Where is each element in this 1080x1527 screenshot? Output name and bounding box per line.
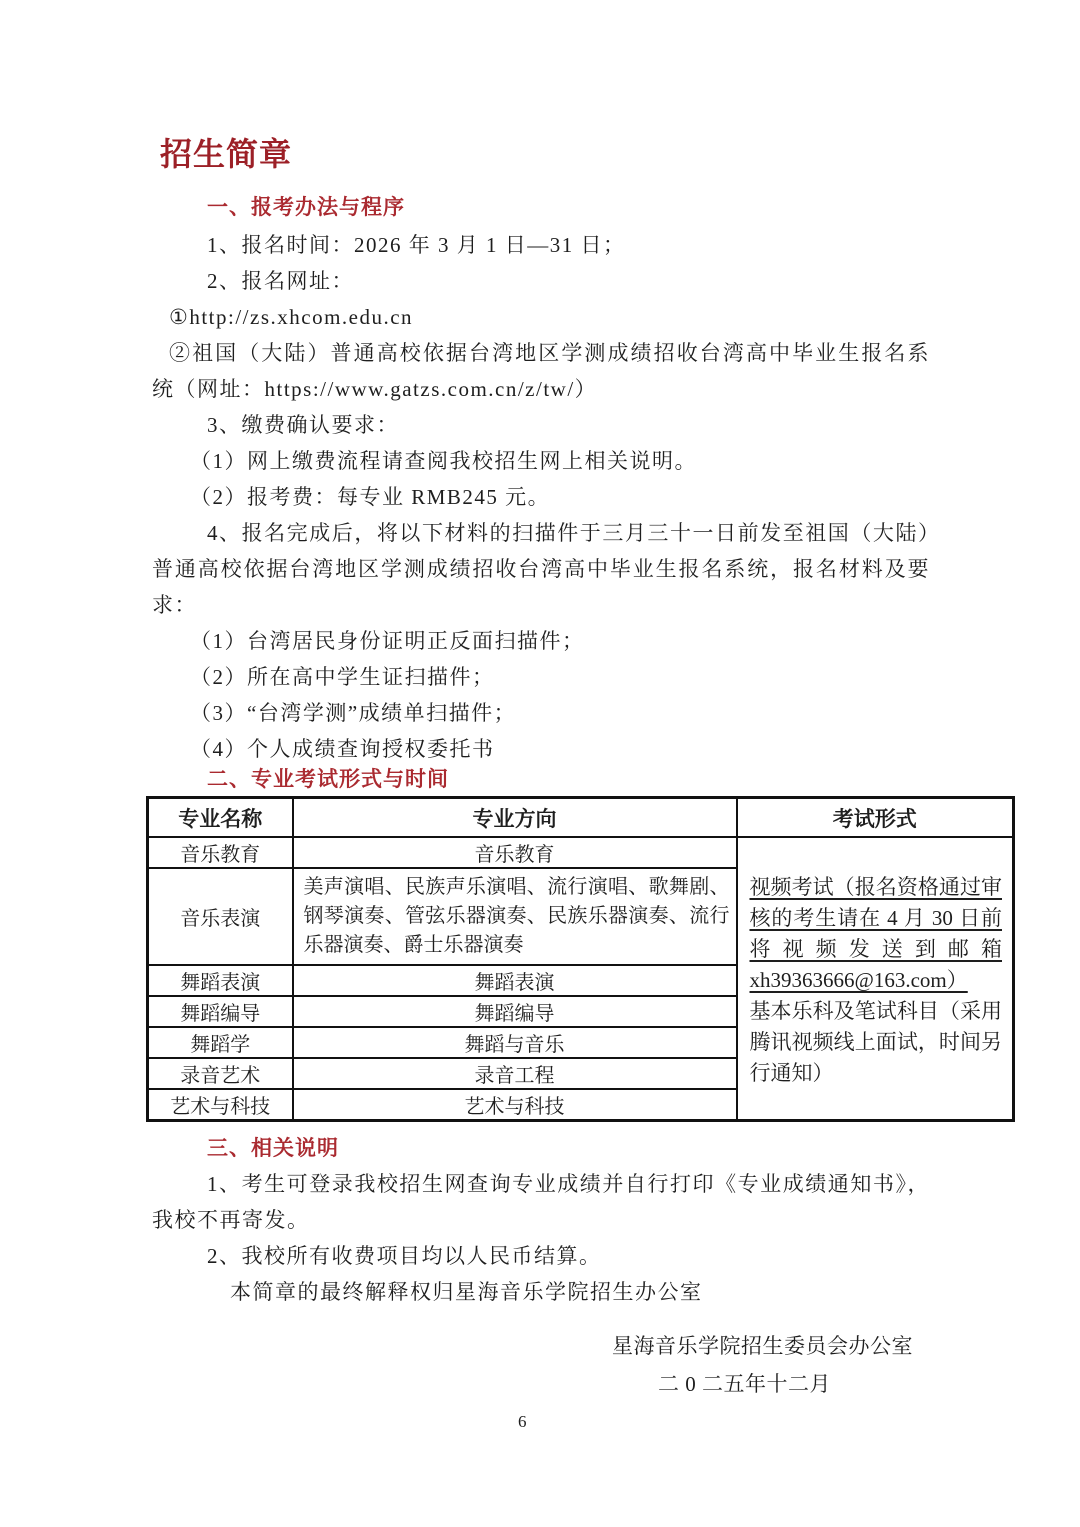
- paragraph-payment-2: （2）报考费：每专业 RMB245 元。: [190, 485, 551, 509]
- page-number: 6: [518, 1412, 527, 1431]
- paragraph-url-2: ②祖国（大陆）普通高校依据台湾地区学测成绩招收台湾高中毕业生报名系统（网址：https://www.gatzs.com.cn/z/tw/）: [152, 341, 930, 401]
- major-cell: 艺术与科技: [148, 1089, 293, 1121]
- table-header-row: [148, 798, 1014, 838]
- major-cell: 音乐表演: [148, 868, 293, 965]
- direction-cell: 美声演唱、民族声乐演唱、流行演唱、歌舞剧、钢琴演奏、管弦乐器演奏、民族乐器演奏、流行乐器演奏、爵士乐器演奏: [293, 868, 737, 965]
- major-cell: 舞蹈编导: [148, 996, 293, 1027]
- exam-form-cell: [737, 837, 1014, 1121]
- section-2-heading: 二、专业考试形式与时间: [207, 768, 449, 791]
- section-3-heading: 三、相关说明: [207, 1137, 339, 1160]
- column-header-exam-form: 考试形式: [737, 798, 1014, 838]
- paragraph-registration-site: 2、报名网址：: [207, 269, 354, 293]
- table-row: [148, 837, 1014, 868]
- paragraph-url-1: ①http://zs.xhcom.edu.cn: [169, 305, 414, 329]
- exam-written-note: 基本乐科及笔试科目（采用腾讯视频线上面试，时间另行通知）: [749, 999, 1002, 1085]
- major-cell: 舞蹈学: [148, 1027, 293, 1058]
- column-header-major: 专业名称: [148, 798, 293, 838]
- direction-cell: 录音工程: [293, 1058, 737, 1089]
- paragraph-material-2: （2）所在高中学生证扫描件；: [190, 665, 495, 689]
- direction-cell: 舞蹈表演: [293, 965, 737, 996]
- major-cell: 舞蹈表演: [148, 965, 293, 996]
- column-header-direction: 专业方向: [293, 798, 737, 838]
- paragraph-payment-1: （1）网上缴费流程请查阅我校招生网上相关说明。: [190, 449, 697, 473]
- paragraph-material-4: （4）个人成绩查询授权委托书: [190, 737, 495, 761]
- major-cell: 录音艺术: [148, 1058, 293, 1089]
- signature-office: 星海音乐学院招生委员会办公室: [612, 1334, 913, 1358]
- direction-cell: 舞蹈编导: [293, 996, 737, 1027]
- exam-video-note: 视频考试（报名资格通过审核的考生请在 4 月 30 日前将视频发送到邮箱 xh39363666@163.com）: [749, 875, 1002, 992]
- direction-cell: 艺术与科技: [293, 1089, 737, 1121]
- page-title: 招生简章: [160, 136, 293, 172]
- paragraph-payment: 3、缴费确认要求：: [207, 413, 399, 437]
- paragraph-material-1: （1）台湾居民身份证明正反面扫描件；: [190, 629, 585, 653]
- paragraph-materials: 4、报名完成后，将以下材料的扫描件于三月三十一日前发至祖国（大陆）普通高校依据台湾地区学测成绩招收台湾高中毕业生报名系统，报名材料及要求：: [152, 521, 930, 617]
- major-cell: 音乐教育: [148, 837, 293, 868]
- direction-cell: 音乐教育: [293, 837, 737, 868]
- exam-table: [146, 796, 1015, 1122]
- paragraph-interpretation: 本简章的最终解释权归星海音乐学院招生办公室: [230, 1280, 703, 1304]
- direction-cell: 舞蹈与音乐: [293, 1027, 737, 1058]
- paragraph-score-notice: 1、考生可登录我校招生网查询专业成绩并自行打印《专业成绩通知书》，我校不再寄发。: [152, 1172, 930, 1232]
- section-1-heading: 一、报考办法与程序: [207, 196, 405, 219]
- document-body: [152, 135, 1002, 1310]
- paragraph-material-3: （3）“台湾学测”成绩单扫描件；: [190, 701, 517, 725]
- signature-date: 二 0 二五年十二月: [658, 1372, 831, 1396]
- paragraph-currency: 2、我校所有收费项目均以人民币结算。: [207, 1244, 602, 1268]
- paragraph-registration-time: 1、报名时间：2026 年 3 月 1 日—31 日；: [207, 233, 626, 257]
